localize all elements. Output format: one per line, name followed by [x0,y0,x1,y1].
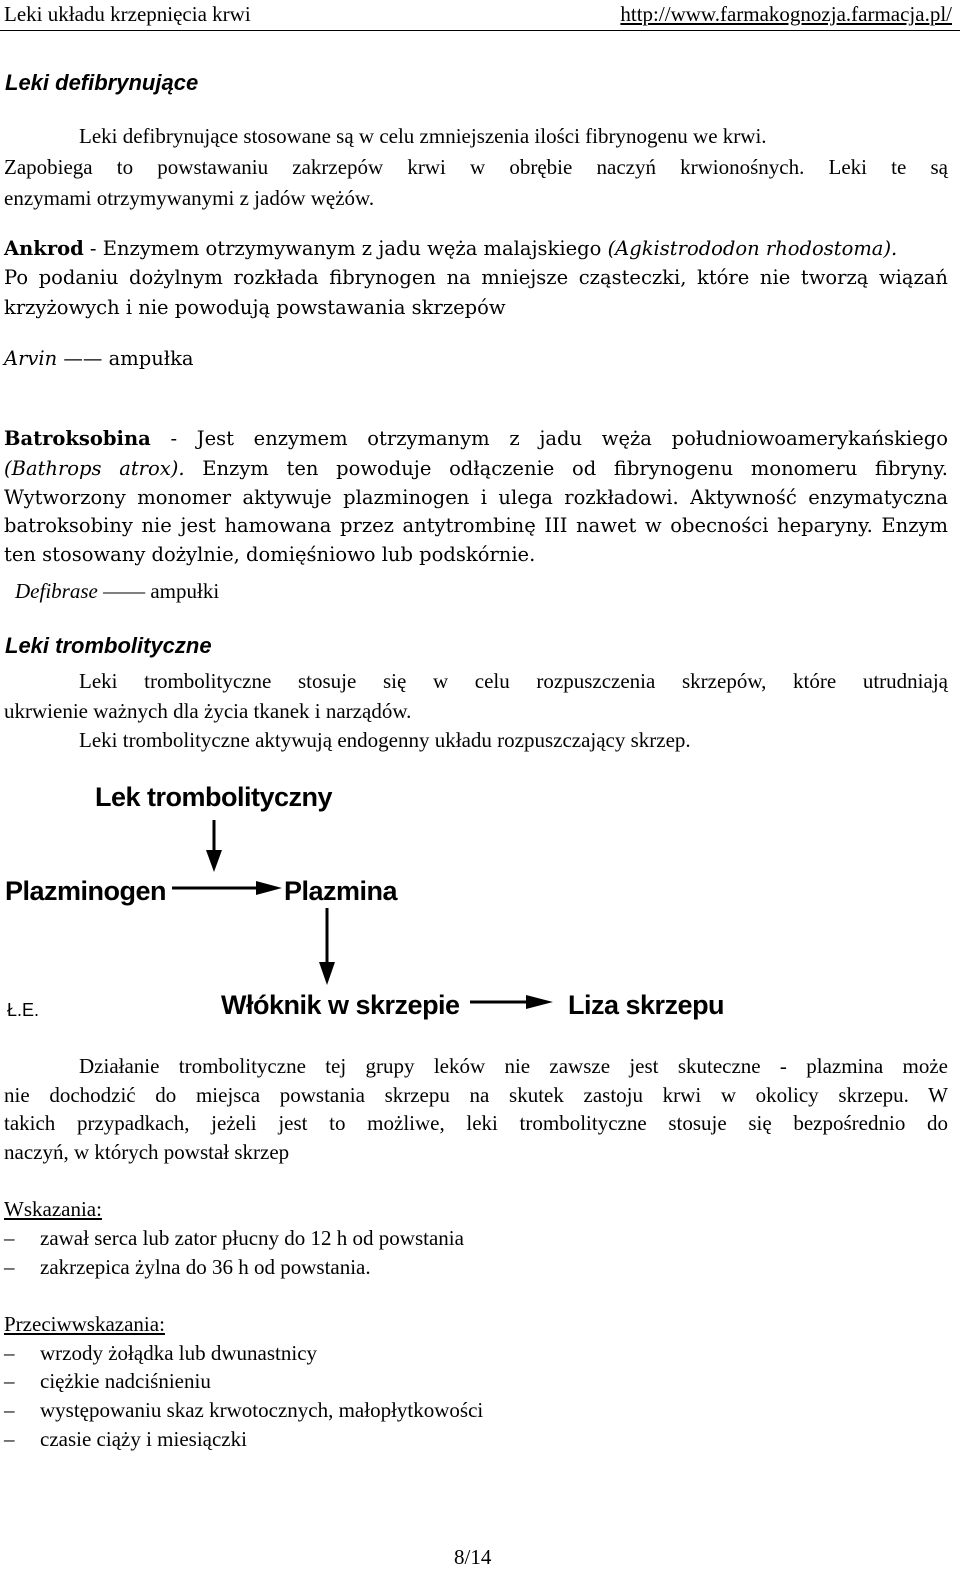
arrow-right-1-head [256,881,282,895]
bullet: – [4,1427,15,1451]
arrow-down-1-head [206,850,222,872]
bullet: – [4,1341,15,1365]
diagram-bottom-right-label: Liza skrzepu [568,990,725,1020]
ankrod-product-name: Arvin [4,347,58,370]
dash: —— [103,579,146,603]
header-url[interactable]: http://www.farmakognozja.farmacja.pl/ [620,2,952,26]
para4-line1: Działanie trombolityczne tej grupy leków nie zawsze jest skuteczne - plazmina może [79,1054,948,1078]
dash: —— [63,347,103,370]
contraindications-title: Przeciwwskazania: [4,1312,165,1336]
ankrod-product-form: ampułka [108,347,194,370]
contraindication-item: – występowaniu skaz krwotocznych, małopłytkowości [4,1398,484,1422]
para1-line2: Zapobiega to powstawaniu zakrzepów krwi w obrębie naczyń krwionośnych. Leki te są [4,155,948,179]
para3: Leki trombolityczne aktywują endogenny układu rozpuszczający skrzep. [79,728,691,752]
indication-item: – zawał serca lub zator płucny do 12 h od powstania [4,1226,464,1250]
ankrod-name: Ankrod [4,237,84,260]
para1-line1: Leki defibrynujące stosowane są w celu zmniejszenia ilości fibrynogenu we krwi. [79,124,767,148]
bullet: – [4,1398,15,1422]
ankrod-line2: Po podaniu dożylnym rozkłada fibrynogen na mniejsze cząsteczki, które nie tworzą wiązań [4,266,948,289]
para2-line2: ukrwienie ważnych dla życia tkanek i narządów. [4,699,412,723]
section-heading-trombolityczne: Leki trombolityczne [5,633,212,658]
batroksobina-line3: Wytworzony monomer aktywuje plazminogen i ulega rozkładowi. Aktywność enzymatyczna [4,486,948,509]
batroksobina-name: Batroksobina [4,427,151,450]
batroksobina-latin: (Bathrops atrox). [4,457,185,480]
page-number: 8/14 [454,1545,492,1569]
batroksobina-product-name: Defibrase [15,579,98,603]
para1-line3: enzymami otrzymywanymi z jadów wężów. [4,186,375,210]
ankrod-desc: - Enzymem otrzymywanym z jadu węża malajskiego [83,237,608,260]
para4-line3: takich przypadkach, jeżeli jest to możliwe, leki trombolityczne stosuje się bezpośrednio do [4,1111,948,1135]
ankrod-line3: krzyżowych i nie powodują powstawania skrzepów [4,296,506,319]
indication-item: – zakrzepica żylna do 36 h od powstania. [4,1255,371,1279]
diagram-left-label: Plazminogen [5,876,167,906]
diagram-middle-label: Plazmina [284,876,398,906]
para4-line4: naczyń, w których powstał skrzep [4,1140,290,1164]
batroksobina-line5: ten stosowany dożylnie, domięśniowo lub podskórnie. [4,543,536,566]
batroksobina-desc: - Jest enzymem otrzymanym z jadu węża południowoamerykańskiego [150,427,948,450]
arrow-down-2-head [319,962,335,985]
batroksobina-product-form: ampułki [150,579,220,603]
diagram-signature: Ł.E. [7,1000,40,1020]
section-heading-defibrynujace: Leki defibrynujące [5,70,199,95]
contraindication-item: – wrzody żołądka lub dwunastnicy [4,1341,318,1365]
header-title: Leki układu krzepnięcia krwi [4,2,251,26]
para2-line1: Leki trombolityczne stosuje się w celu rozpuszczenia skrzepów, które utrudniają [79,669,948,693]
batroksobina-line2-text: Enzym ten powoduje odłączenie od fibrynogenu monomeru fibryny. [184,457,948,480]
para4-line2: nie dochodzić do miejsca powstania skrzepu na skutek zastoju krwi w okolicy skrzepu. W [4,1083,948,1107]
contraindication-item: – czasie ciąży i miesiączki [4,1427,247,1451]
bullet: – [4,1226,15,1250]
bullet: – [4,1255,15,1279]
arrow-right-2-head [526,995,553,1009]
ankrod-latin: (Agkistrododon rhodostoma). [607,237,898,260]
indications-title: Wskazania: [4,1197,102,1221]
diagram-bottom-left-label: Włóknik w skrzepie [221,990,460,1020]
batroksobina-line4: batroksobiny nie jest hamowana przez antytrombinę III nawet w obecności heparyny. Enzym [4,514,948,537]
contraindication-item: – ciężkie nadciśnieniu [4,1369,211,1393]
bullet: – [4,1369,15,1393]
diagram-top-label: Lek trombolityczny [95,782,333,812]
